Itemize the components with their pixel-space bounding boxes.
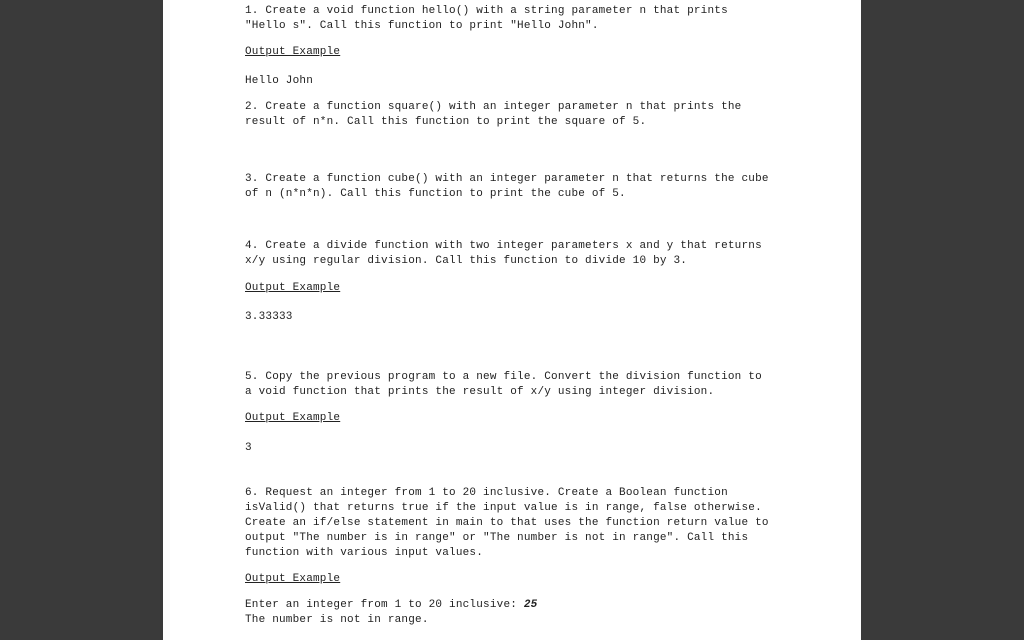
document-page (163, 0, 861, 640)
q1-output-label: Output Example (245, 46, 341, 58)
q6-prompt-line (245, 598, 537, 613)
q6-line-1: 6. Request an integer from 1 to 20 inclusive. Create a Boolean function (245, 487, 728, 499)
q2-line-1: 2. Create a function square() with an integer parameter n that prints the (245, 101, 742, 113)
q4-output: 3.33333 (245, 311, 293, 323)
q4-line-1: 4. Create a divide function with two integer parameters x and y that returns (245, 240, 762, 252)
q1-output: Hello John (245, 75, 314, 87)
q5-line-2: a void function that prints the result of x/y using integer division. (245, 386, 715, 398)
q6-result: The number is not in range. (245, 614, 429, 626)
q5-output-label: Output Example (245, 412, 341, 424)
q4-output-label: Output Example (245, 282, 341, 294)
q5-line-1: 5. Copy the previous program to a new file. Convert the division function to (245, 371, 762, 383)
q1-line-1: 1. Create a void function hello() with a string parameter n that prints (245, 5, 728, 17)
q3-line-1: 3. Create a function cube() with an integer parameter n that returns the cube (245, 173, 769, 185)
q6-input-value: 25 (523, 599, 538, 611)
q6-line-3: Create an if/else statement in main to that uses the function return value to (245, 517, 769, 529)
q2-line-2: result of n*n. Call this function to print the square of 5. (245, 116, 647, 128)
q4-line-2: x/y using regular division. Call this function to divide 10 by 3. (245, 255, 688, 267)
q6-line-4: output "The number is in range" or "The number is not in range". Call this (245, 532, 749, 544)
q3-line-2: of n (n*n*n). Call this function to print the cube of 5. (245, 188, 626, 200)
q6-line-5: function with various input values. (245, 547, 484, 559)
q1-line-2: "Hello s". Call this function to print "Hello John". (245, 20, 599, 32)
q6-prompt: Enter an integer from 1 to 20 inclusive: (245, 599, 524, 611)
q6-line-2: isValid() that returns true if the input value is in range, false otherwise. (245, 502, 762, 514)
q6-output-label: Output Example (245, 573, 341, 585)
q5-output: 3 (245, 442, 252, 454)
